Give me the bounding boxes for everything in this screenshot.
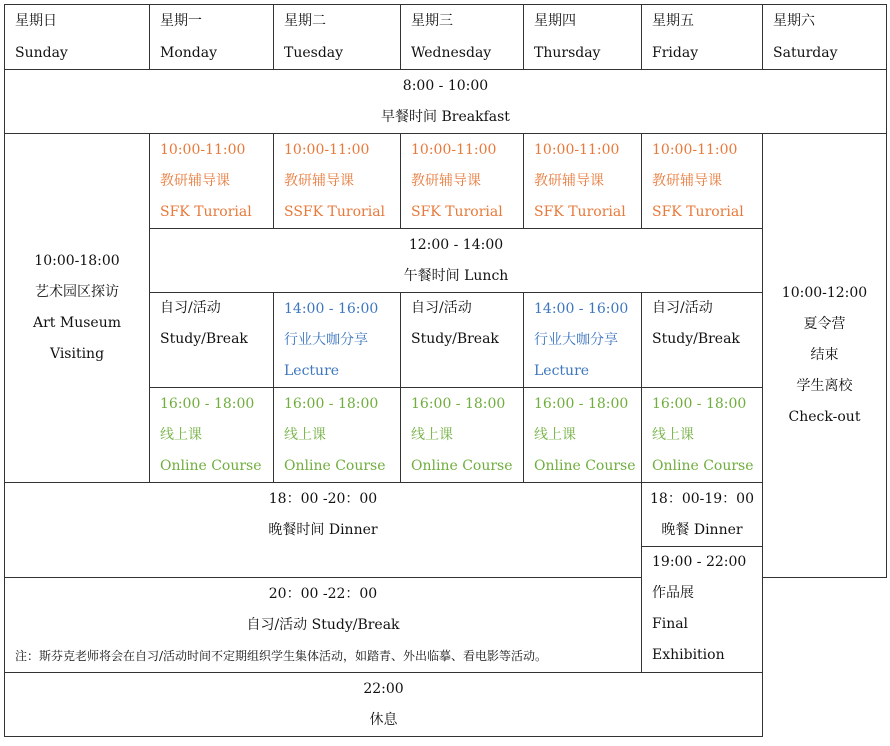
evening-note: 注：斯芬克老师将会在自习/活动时间不定期组织学生集体活动，如踏青、外出临摹、看电影等活动。 xyxy=(15,648,548,663)
tutorial-cell-monday: 10:00-11:00 教研辅导课 SFK Turorial xyxy=(150,134,274,229)
dinner-cell: 18：00 -20：00 晚餐时间 Dinner xyxy=(5,483,642,578)
day-header-wednesday: 星期三 Wednesday xyxy=(401,5,524,70)
tutorial-cell-thursday: 10:00-11:00 教研辅导课 SFK Turorial xyxy=(524,134,642,229)
day-header-monday: 星期一 Monday xyxy=(150,5,274,70)
day-header-sunday: 星期日 Sunday xyxy=(5,5,150,70)
online-cell-tuesday: 16:00 - 18:00 线上课 Online Course xyxy=(274,388,401,483)
day-header-tuesday: 星期二 Tuesday xyxy=(274,5,401,70)
saturday-checkout-cell: 10:00-12:00 夏令营 结束 学生离校 Check-out xyxy=(763,134,887,578)
breakfast-time: 8:00 - 10:00 xyxy=(402,77,489,94)
schedule-table xyxy=(4,4,887,737)
study-cell-friday: 自习/活动 Study/Break xyxy=(642,293,763,388)
online-cell-friday: 16:00 - 18:00 线上课 Online Course xyxy=(642,388,763,483)
rest-cell: 22:00 休息 xyxy=(5,673,763,737)
tutorial-cell-wednesday: 10:00-11:00 教研辅导课 SFK Turorial xyxy=(401,134,524,229)
online-cell-monday: 16:00 - 18:00 线上课 Online Course xyxy=(150,388,274,483)
sunday-activity-cell: 10:00-18:00 艺术园区探访 Art Museum Visiting xyxy=(5,134,150,483)
breakfast-cell xyxy=(5,70,887,134)
tutorial-cell-friday: 10:00-11:00 教研辅导课 SFK Turorial xyxy=(642,134,763,229)
day-header-friday: 星期五 Friday xyxy=(642,5,763,70)
lecture-cell-thursday: 14:00 - 16:00 行业大咖分享 Lecture xyxy=(524,293,642,388)
lunch-cell: 12:00 - 14:00 午餐时间 Lunch xyxy=(150,229,763,293)
day-header-saturday: 星期六 Saturday xyxy=(763,5,887,70)
breakfast-label: 早餐时间 Breakfast xyxy=(381,108,510,125)
evening-study-cell: 20：00 -22：00 自习/活动 Study/Break 注：斯芬克老师将会在自习/活动时间不定期组织学生集体活动，如踏青、外出临摹、看电影等活动。 xyxy=(5,578,642,673)
lecture-cell-tuesday: 14:00 - 16:00 行业大咖分享 Lecture xyxy=(274,293,401,388)
online-cell-wednesday: 16:00 - 18:00 线上课 Online Course xyxy=(401,388,524,483)
friday-dinner-cell: 18：00-19：00 晚餐 Dinner xyxy=(642,483,763,547)
study-cell-wednesday: 自习/活动 Study/Break xyxy=(401,293,524,388)
online-cell-thursday: 16:00 - 18:00 线上课 Online Course xyxy=(524,388,642,483)
day-header-thursday: 星期四 Thursday xyxy=(524,5,642,70)
header-row xyxy=(5,5,887,70)
exhibition-cell: 19:00 - 22:00 作品展 Final Exhibition xyxy=(642,547,763,673)
study-cell-monday: 自习/活动 Study/Break xyxy=(150,293,274,388)
tutorial-cell-tuesday: 10:00-11:00 教研辅导课 SSFK Turorial xyxy=(274,134,401,229)
